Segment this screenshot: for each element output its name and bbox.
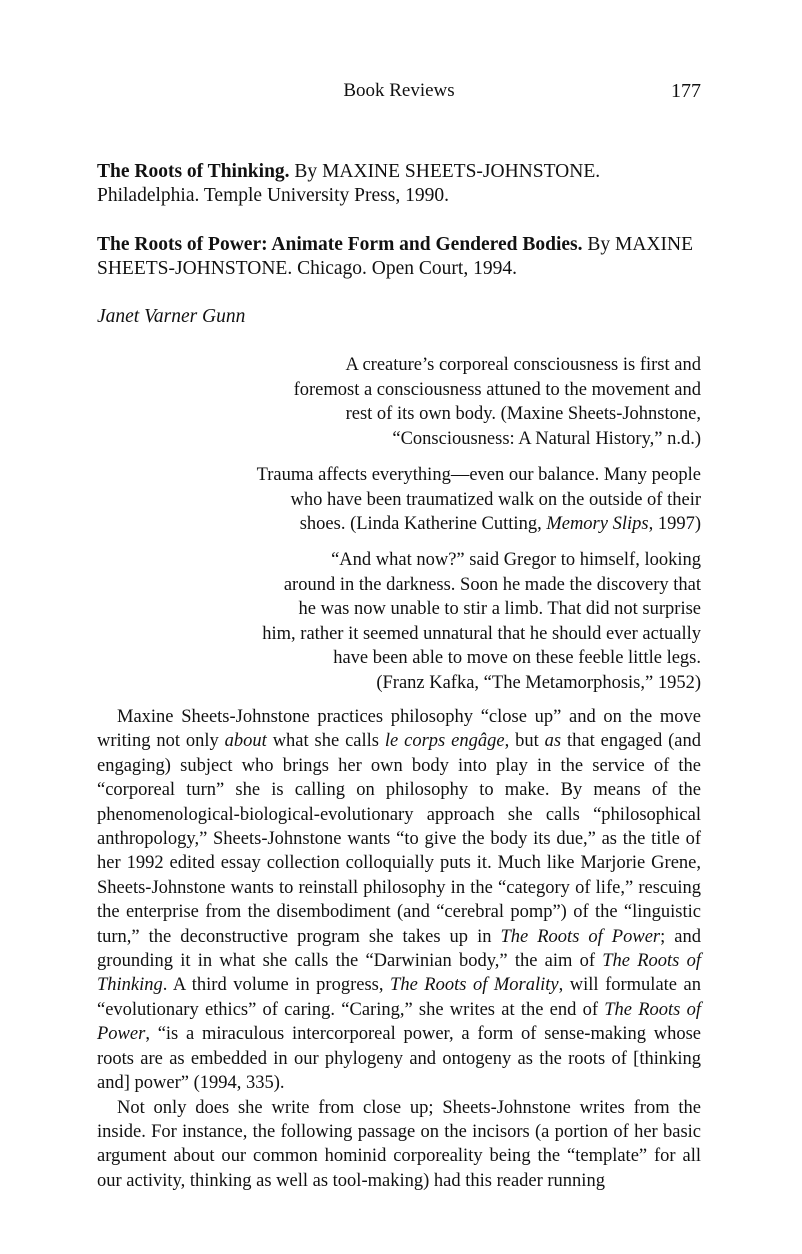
book-title-italic: The Roots of Morality (390, 975, 559, 996)
book-title-italic: The Roots of Power (500, 926, 661, 947)
paragraph-text: , will formulate an “evolutionary ethics” of caring. “Caring,” she writes at the end of (97, 975, 702, 1020)
author-prefix: By (294, 161, 318, 182)
paragraph-text: what she calls (266, 731, 385, 752)
book-title-italic: The Roots of Thinking (97, 951, 702, 996)
epigraph-text-end: , 1997) (648, 514, 701, 535)
book-citation-2 (97, 233, 701, 281)
epigraph-2 (257, 463, 701, 537)
italic-text: as (544, 731, 562, 752)
italic-text: le corps engâge (384, 731, 505, 752)
paragraph-text: , but (504, 731, 545, 752)
epigraph-3: “And what now?” said Gregor to himself, looking around in the darkness. Soon he made the discovery that he was now unable to stir a limb. That did not surprise him, rather it seemed unnatural that he should ever actually have been able to move on these feeble little legs. (Franz Kafka, “The Metamorphosis,” 1952) (262, 550, 701, 693)
book-title: The Roots of Power: Animate Form and Gendered Bodies. (97, 234, 583, 255)
book-publisher: Philadelphia. Temple University Press, 1990. (97, 185, 449, 206)
paragraph-text: . A third volume in progress, (162, 975, 391, 996)
paragraph-1 (97, 705, 701, 1096)
book-title-italic: The Roots of Power (97, 999, 701, 1045)
epigraph-1: A creature’s corporeal consciousness is first and foremost a consciousness attuned to the movement and rest of its own body. (Maxine Sheets-Johnstone, “Consciousness: A Natural History,” n.d.) (293, 355, 701, 449)
book-citation-1 (97, 160, 701, 208)
reviewer-name: Janet Varner Gunn (97, 306, 246, 327)
epigraph-source-title: Memory Slips (546, 514, 649, 535)
book-author: MAXINE SHEETS-JOHNSTONE. (322, 161, 601, 182)
paragraph-text: , “is a miraculous intercorporeal power, a form of sense-making whose roots are as embedded in our phylogeny and ontogeny as the roots of [thinking and] power” (1994, 335). (97, 1024, 701, 1094)
running-head-title: Book Reviews (343, 80, 455, 101)
book-publisher: Chicago. Open Court, 1994. (297, 258, 517, 279)
author-prefix: By (587, 234, 611, 255)
book-author: MAXINE SHEETS-JOHNSTONE. (97, 234, 693, 279)
italic-text: about (224, 731, 267, 752)
paragraph-text: that engaged (and engaging) subject who brings her own body into play in the service of the “corporeal turn” she is calling on philosophy to make. By means of the phenomenological-biological-evolutionary approach she calls “philosophical anthropology,” Sheets-Johnstone wants “to give the body its due,” as the title of her 1992 edited essay collection colloquially puts it. Much like Marjorie Grene, Sheets-Johnstone wants to reinstall philosophy in the “category of life,” rescuing the enterprise from the disembodiment (and “cerebral pomp”) of the “linguistic turn,” the deconstructive program she takes up in (97, 731, 701, 947)
review-body (97, 705, 701, 1193)
paragraph-2: Not only does she write from close up; Sheets-Johnstone writes from the inside. For instance, the following passage on the incisors (a portion of her basic argument about our common hominid corporeality being the “template” for all our activity, thinking as well as tool-making) had this reader running (97, 1097, 701, 1191)
paragraph-text: ; and grounding it in what she calls the “Darwinian body,” the aim of (97, 926, 701, 972)
epigraph-text: Trauma affects everything—even our balance. Many people who have been traumatized walk on the outside of their shoes. (Linda Katherine Cutting, (256, 465, 701, 535)
book-title: The Roots of Thinking. (97, 161, 290, 182)
page-number: 177 (671, 80, 701, 102)
paragraph-text: Maxine Sheets-Johnstone practices philosophy “close up” and on the move writing not only (97, 707, 701, 752)
running-head (97, 80, 701, 110)
